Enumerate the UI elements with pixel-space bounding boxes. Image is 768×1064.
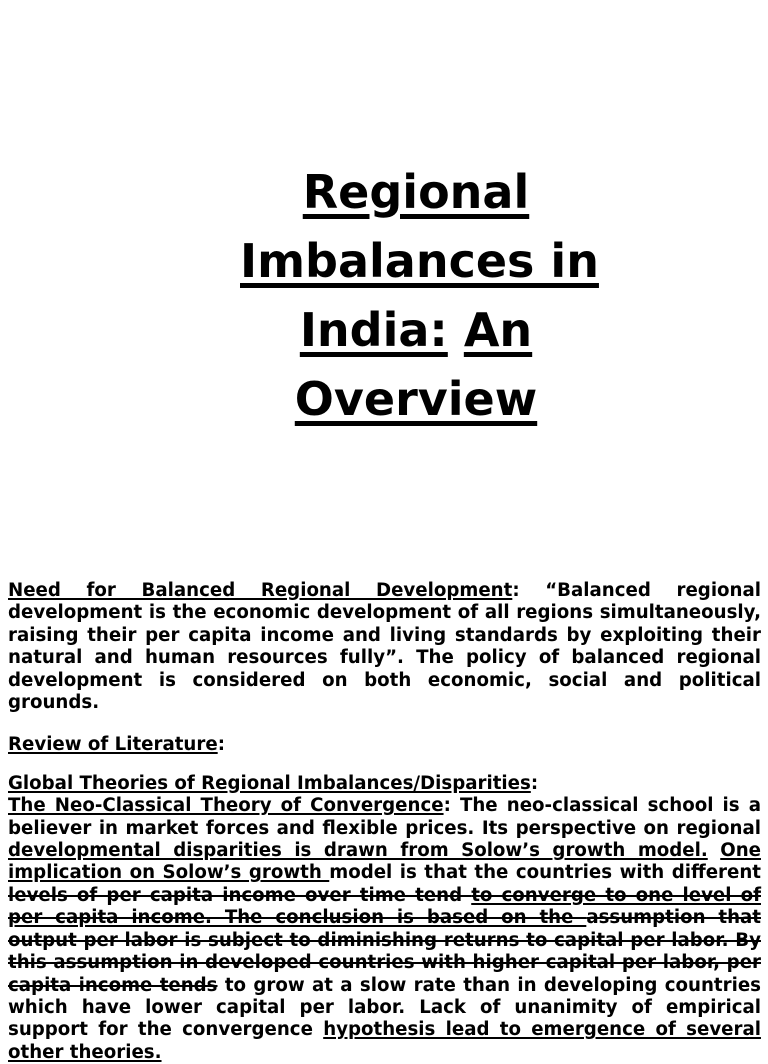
global-theories-heading: Global Theories of Regional Imbalances/Disparities <box>8 772 531 794</box>
review-colon: : <box>217 734 225 756</box>
title-line-4: Overview <box>294 372 538 426</box>
document-body <box>8 580 761 1064</box>
neo-text-2: developmental disparities is drawn from Solow’s growth model. <box>8 840 708 862</box>
neo-classical-heading: The Neo-Classical Theory of Convergence <box>8 795 444 817</box>
neo-text-5: model is that the countries with different <box>329 862 761 884</box>
global-theories-colon: : <box>530 772 539 794</box>
neo-text-6: levels of per capita income over time tend <box>8 884 472 906</box>
global-theories-paragraph <box>8 773 761 795</box>
title-line-3b: An <box>463 303 533 357</box>
title-line-1: Regional <box>302 165 530 219</box>
title-line-2: Imbalances in <box>240 234 599 288</box>
balanced-development-paragraph <box>8 580 761 714</box>
neo-text-11: hypothesis lead to emergence of several other theories. <box>8 1019 761 1063</box>
balanced-development-sep: : <box>512 580 546 601</box>
neo-text-8: to converge to one level of per capita income. The conclusion is based on the <box>8 884 761 929</box>
balanced-development-heading: Need for Balanced Regional Development <box>8 580 513 601</box>
review-heading: Review of Literature <box>8 734 218 756</box>
neo-text-1: : The neo-classical school is a believer in market forces and flexible prices. Its perspective on regional <box>8 795 761 839</box>
title-line-3a: India: <box>299 303 448 357</box>
neo-text-3 <box>708 840 720 861</box>
neo-text-9: assumption that output per labor is subject to diminishing returns to capital per labor. By this assumption in developed countries with higher capital per labor, per capita income tends <box>8 907 761 996</box>
neo-text-4: One implication on Solow’s growth <box>8 840 761 884</box>
review-paragraph <box>8 734 761 756</box>
neo-text-10: to grow at a slow rate than in developing countries which have lower capital per labor. Lack of unanimity of empirical support for the convergence <box>8 974 761 1041</box>
balanced-development-text: “Balanced regional development is the economic development of all regions simultaneously, raising their per capita income and living standards by exploiting their natural and human resources fully”. The policy of balanced regional development is considered on both economic, social and political grounds. <box>8 580 762 714</box>
document-title <box>240 158 599 434</box>
